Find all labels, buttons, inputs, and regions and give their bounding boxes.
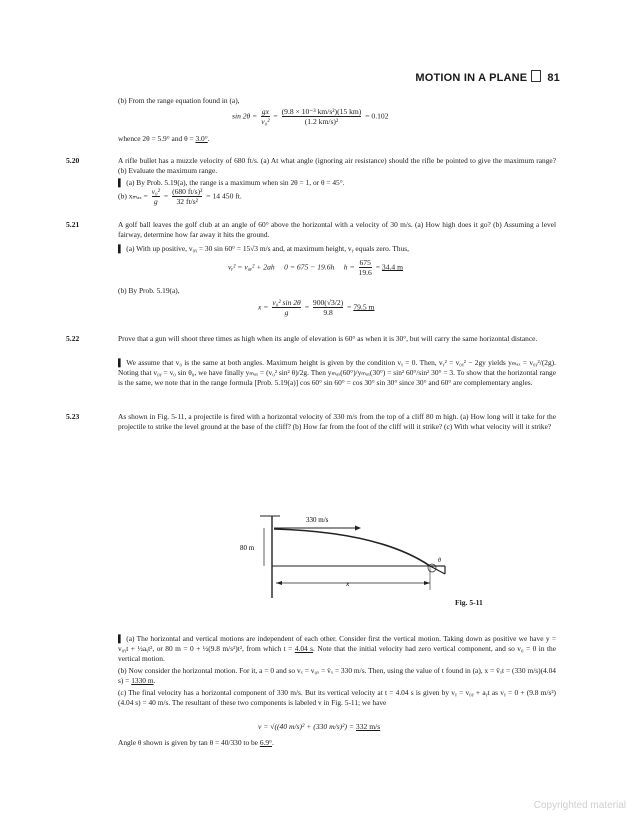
p520-answer-a: ▌ (a) By Prob. 5.19(a), the range is a maximum when sin 2θ = 1, or θ = 45°.	[118, 178, 345, 187]
p522-answer: ▌ We assume that v₀ is the same at both angles. Maximum height is given by the condition vᵧ = 0. Then, vᵧ² = v₀ᵧ² − 2gy yields yₘₐₓ = v₀ᵧ²/(2g). Noting that v₀ᵧ = v₀ sin θ₀, we have finally yₘₐₓ = (v₀² sin² θ)/2g. Then yₘₐₓ(60°)/yₘₐₓ(30°) = sin² 60°/sin² 30° = 3. To show that the horizontal range is the same, we note that in the range formula [Prob. 5.19(a)] cos 60° sin 60° = cos 30° sin 30° since 30° and 60° are complementary angles.	[118, 358, 556, 388]
fig-velocity-label: 330 m/s	[306, 516, 329, 524]
whence-end: .	[207, 134, 210, 143]
arrow-head-icon	[355, 526, 361, 531]
whence-answer: 3.0°	[195, 134, 208, 143]
fig-theta-label: θ	[438, 558, 441, 564]
v-resultant	[430, 566, 445, 574]
p519-equation: sin 2θ = $\frac{gx}{\text{v₀²}}$ = $\frac{\text{(9.8 × 10⁻³ km/s²)(15 km)}}{\text{(1.2 km/s)²}}$ = 0.102	[232, 107, 389, 126]
eq-lhs: (b) xₘₐₓ =	[118, 191, 148, 201]
p522-question: Prove that a gun will shoot three times as high when its angle of elevation is 60° as when it is 30°, but will carry the same horizontal distance.	[118, 334, 538, 343]
whence-text: whence 2θ = 5.9° and θ =	[118, 134, 196, 143]
watermark: Copyrighted material	[533, 800, 626, 811]
eq-2: 0 = 675 − 19.6h	[284, 262, 335, 272]
answer-text: (a) The horizontal and vertical motions are independent of each other. Consider first the vertical motion. Taking down as positive we have y = v₀ᵧt + ½aᵧt², or 80 m = 0 + ½(9.8 m/s²)t², from which t =	[118, 634, 556, 654]
p523-answer-b	[118, 666, 556, 686]
answer-text: We assume that v₀ is the same at both angles. Maximum height is given by the condition vᵧ = 0. Then, vᵧ² = v₀ᵧ² − 2gy yields yₘₐₓ = v₀ᵧ²/(2g). Noting that v₀ᵧ = v₀ sin θ₀, we have finally yₘₐₓ = (v₀² sin² θ)/2g. Then yₘₐₓ(60°)/yₘₐₓ(30°) = sin² 60°/sin² 30° = 3. To show that the horizontal range is the same, we note that in the range formula [Prob. 5.19(a)] cos 60° sin 60° = cos 30° sin 30° since 30° and 60° are complementary angles.	[118, 358, 556, 388]
p520-equation: (b) xₘₐₓ = $\frac{\text{v₀²}}{g}$ = $\frac{\text{(680 ft/s)²}}{\text{32 ft/s²}}$ = 14 450 ft.	[118, 187, 242, 206]
frac-num: gx	[261, 107, 269, 116]
angle-end: .	[272, 738, 274, 747]
eq-4-lhs: x =	[258, 302, 269, 312]
frac-num: 900(√3/2)	[312, 298, 344, 307]
p519-b-intro: (b) From the range equation found in (a),	[118, 96, 240, 105]
answer-text: (b) Now consider the horizontal motion. For it, a = 0 and so vₓ = v₀ₓ = v̄ₓ = 330 m/s. Then, using the value of t found in (a), x = v̄ₓt = (330 m/s)(4.04 s) =	[118, 666, 556, 686]
problem-number: 5.20	[66, 156, 80, 165]
answer-value: 1330 m	[131, 676, 154, 686]
answer-end: .	[153, 676, 156, 686]
dim-arrow-right-icon	[424, 581, 430, 585]
angle-text: Angle θ shown is given by tan θ = 40/330 to be	[118, 738, 260, 747]
frac-num: v₀² sin 2θ	[272, 298, 301, 307]
p523-question: As shown in Fig. 5-11, a projectile is fired with a horizontal velocity of 330 m/s from the top of a cliff 80 m high. (a) How long will it take for the projectile to strike the level ground at the base of the cliff? (b) How far from the foot of the cliff will it strike? (c) With what velocity will it strike?	[118, 412, 556, 432]
frac-den: 32 ft/s²	[172, 196, 202, 206]
fig-x-label: x	[346, 579, 350, 588]
p523-answer-c: (c) The final velocity has a horizontal component of 330 m/s. But its vertical velocity at t = 4.04 s is given by vᵧ = v₀ᵧ + aᵧt as vᵧ = 0 + (9.8 m/s²)(4.04 s) = 40 m/s. The resultant of these two components is labeled v in Fig. 5-11; we have	[118, 688, 556, 708]
p521-equations: vᵧ² = v₀ᵧ² + 2ah 0 = 675 − 19.6h h = $\frac{675}{19.6}$ = 34.4 m	[228, 258, 404, 277]
page-number: 81	[547, 72, 560, 84]
chapter-title: MOTION IN A PLANE	[415, 72, 528, 84]
eq-1: vᵧ² = v₀ᵧ² + 2ah	[228, 262, 275, 272]
p523-angle	[118, 738, 556, 748]
answer-text-cont: . Note that the initial velocity had zero vertical component, and so v₀ = 0 in the vertical motion.	[118, 644, 556, 664]
eq-v: v = √((40 m/s)² + (330 m/s)²) =	[258, 722, 356, 731]
frac-den: 9.8	[313, 307, 343, 317]
angle-answer: 6.9°	[259, 738, 273, 747]
p521-answer-b: (b) By Prob. 5.19(a),	[118, 286, 180, 295]
frac-num: (9.8 × 10⁻³ km/s²)(15 km)	[281, 107, 362, 116]
frac-num: 675	[359, 258, 371, 267]
frac-den: (1.2 km/s)²	[282, 116, 362, 126]
p521-range-equation: x = $\frac{\text{v₀² sin 2θ}}{g}$ = $\frac{900(√3/2)}{9.8}$ = 79.5 m	[258, 298, 375, 317]
frac-den: v₀²	[261, 117, 270, 126]
eq-v-answer: 332 m/s	[355, 722, 381, 731]
p520-question: A rifle bullet has a muzzle velocity of 680 ft/s. (a) At what angle (ignoring air resistance) should the rifle be pointed to give the maximum range? (b) Evaluate the maximum range.	[118, 156, 556, 176]
frac-den: g	[152, 196, 160, 206]
answer-text: (a) By Prob. 5.19(a), the range is a maximum when sin 2θ = 1, or θ = 45°.	[126, 178, 345, 187]
answer-text: (a) With up positive, v₀ᵧ = 30 sin 60° = 15√3 m/s and, at maximum height, vᵧ equals zero. Thus,	[126, 244, 410, 253]
fig-height-label: 80 m	[240, 544, 255, 552]
eq-3-lhs: h =	[343, 262, 355, 272]
problem-number: 5.22	[66, 334, 80, 343]
eq-result: = 14 450 ft.	[206, 191, 242, 201]
figure-caption: Fig. 5-11	[455, 598, 483, 607]
frac-den: 19.6	[358, 268, 372, 277]
frac-den: g	[272, 307, 300, 317]
p523-answer-a: ▌ (a) The horizontal and vertical motions are independent of each other. Consider first the vertical motion. Taking down as positive we have y = v₀ᵧt + ½aᵧt², or 80 m = 0 + ½(9.8 m/s²)t², from which t = 4.04 s. Note that the initial velocity had zero vertical component, and so v₀ = 0 in the vertical motion.	[118, 634, 556, 664]
frac-num: (680 ft/s)²	[172, 187, 203, 196]
frac-num: v₀²	[151, 187, 160, 196]
trajectory-curve	[274, 529, 430, 566]
dim-arrow-left-icon	[276, 581, 282, 585]
problem-number: 5.23	[66, 412, 80, 421]
problem-number: 5.21	[66, 220, 80, 229]
eq-4-answer: 79.5 m	[353, 302, 375, 312]
eq-result: = 0.102	[365, 111, 389, 121]
eq-lhs: sin 2θ =	[232, 111, 258, 121]
p521-question: A golf ball leaves the golf club at an angle of 60° above the horizontal with a velocity of 30 m/s. (a) How high does it go? (b) Assuming a level fairway, determine how far away it hits the ground.	[118, 220, 556, 240]
eq-3-answer: 34.4 m	[381, 262, 404, 272]
answer-value: 4.04 s	[294, 644, 314, 654]
p523-velocity-equation	[258, 722, 380, 731]
p521-answer-a: ▌ (a) With up positive, v₀ᵧ = 30 sin 60° = 15√3 m/s and, at maximum height, vᵧ equals zero. Thus,	[118, 244, 410, 253]
